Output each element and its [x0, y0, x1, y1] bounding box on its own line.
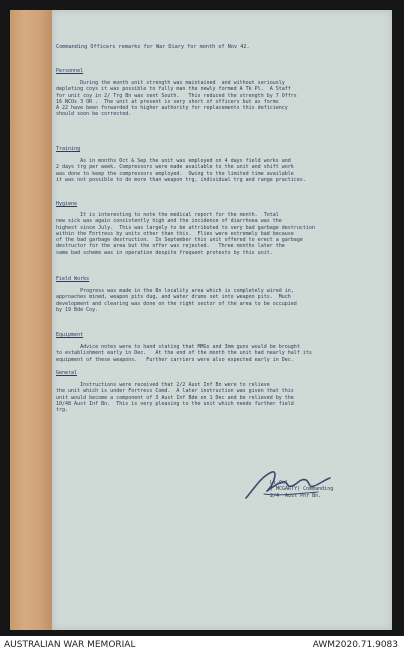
document-page [52, 10, 392, 630]
section-text-field-works: Progress was made in the Bn locality area which is completely wired in, approaches mined, weapon pits dug, and water drums set into weapon pits. Much development and clearing was done on the right sector of the area to be occupied by 19 Bde Coy. [56, 288, 297, 313]
section-heading-field-works: Field Works [56, 276, 90, 282]
section-text-training: As in months Oct & Sep the unit was employed on 4 days field works and 2 days trg per week. Compressors were made available to the unit and shift work was done to keep the compressors employed. Owing to the limited time available it was not possible to do more than weapon trg, individual trg and range practices. [56, 158, 306, 183]
section-heading-training: Training [56, 146, 81, 152]
signature-block: Lt-Col ( MCGARTY) Commanding 2/4 Aust Pnr Bn. [270, 480, 334, 499]
section-heading-equipment: Equipment [56, 332, 84, 338]
section-text-general: Instructions were received that 2/2 Aust Inf Bn were to relieve the unit which is under Fortress Comd. A later instruction was given that this unit would become a component of 3 Aust Inf Bde on 1 Dec and be relieved by the 10/48 Aust Inf Bn. This is very pleasing to the unit which needs further field trg. [56, 382, 294, 414]
document-heading: Commanding Officers remarks for War Diary for month of Nov 42. [56, 44, 250, 50]
section-text-hygiene: It is interesting to note the medical report for the month. Total new sick was again consistently high and the incidence of diarrhoea was the highest since July. This was largely to be attributed to very bad garbage destruction within the Fortress by units other than this. Flies were extremely bad because of the bad garbage destruction. In September this unit offered to erect a garbage destructor for the area but the offer was rejected. Three months later the same bad scheme was in operation despite frequent protests by this unit. [56, 212, 315, 256]
footer-reference: AWM2020.71.9083 [312, 640, 398, 650]
section-text-personnel: During the month unit strength was maintained and without seriously depleting coys it was possible to fully man the newly formed A Tk Pl. A Staff for unit coy in 2/ Trg Bn was sent South. This reduced the strength by 7 Offrs 16 NCOs 3 OR . The unit at present is very short of officers but as forms A 22 have been forwarded to higher authority for replacements this deficiency should soon be corrected. [56, 80, 297, 118]
section-heading-general: General [56, 370, 78, 376]
binding-strip [10, 10, 52, 630]
footer-institution: AUSTRALIAN WAR MEMORIAL [4, 640, 136, 650]
section-heading-hygiene: Hygiene [56, 201, 78, 207]
section-heading-personnel: Personnel [56, 68, 84, 74]
section-text-equipment: Advice notes were to hand stating that MMGs and 3mm guns would be brought to establishment early in Dec. At the end of the month the unit had nearly half its equipment of these weapons. Further carriers were also expected early in Dec. [56, 344, 312, 363]
